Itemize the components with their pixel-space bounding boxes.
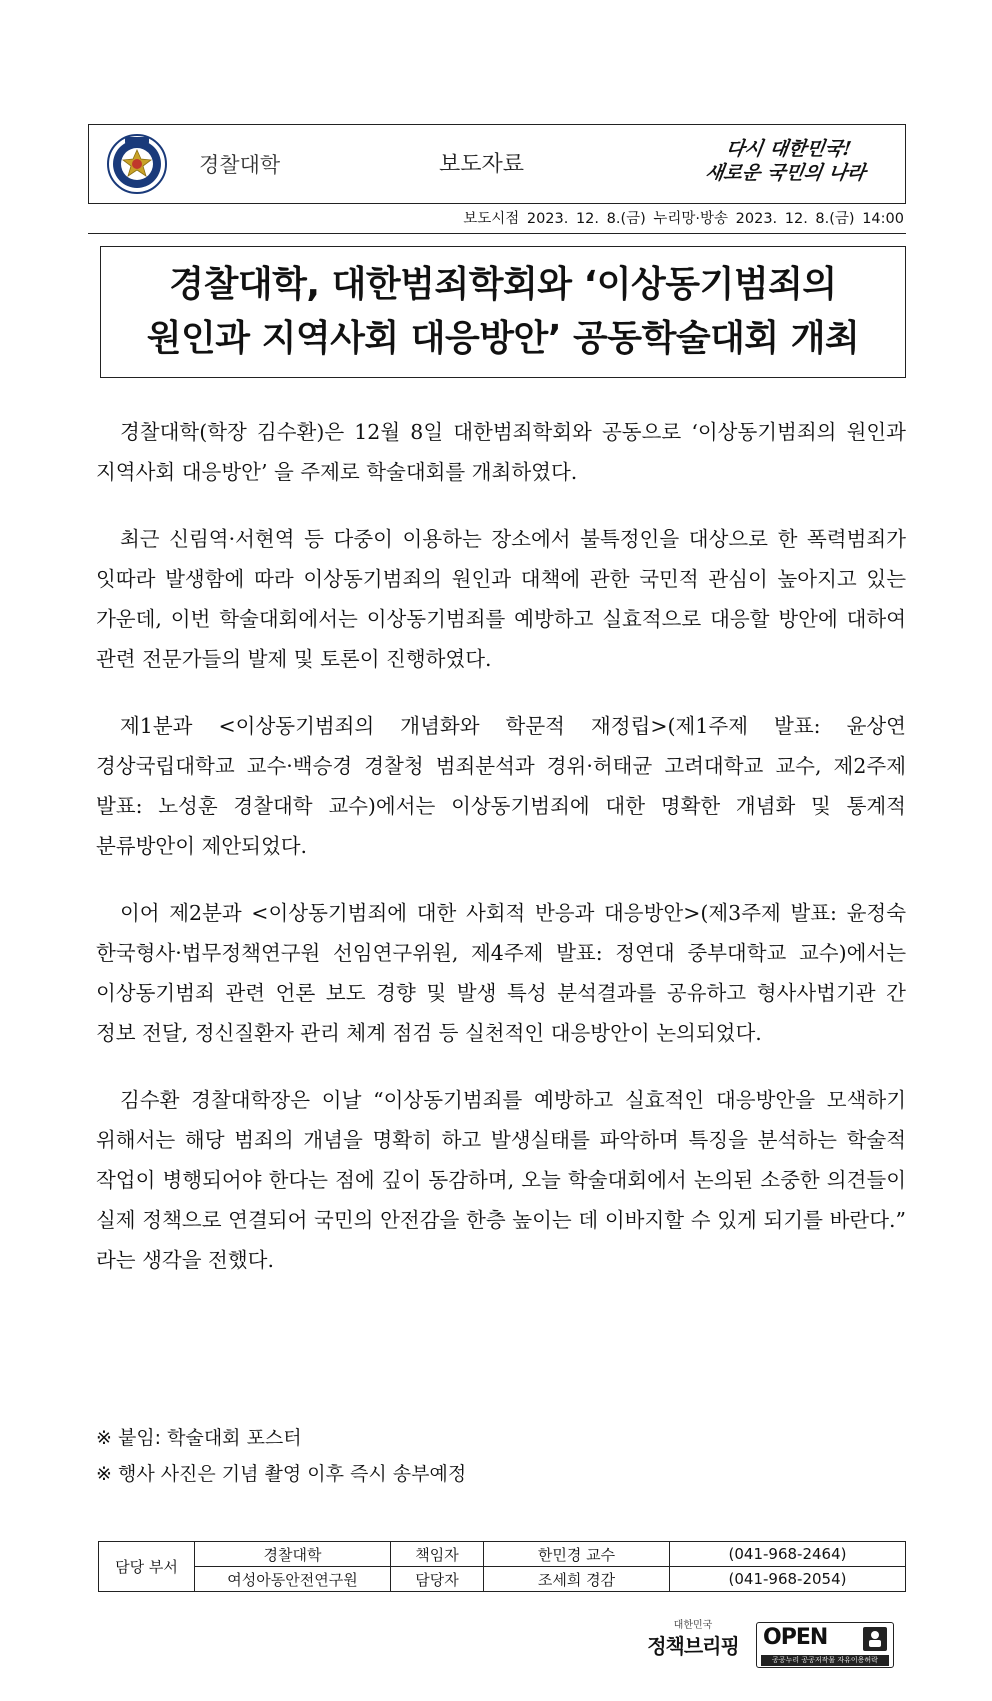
policy-briefing-logo	[638, 1620, 748, 1672]
paragraph: 경찰대학(학장 김수환)은 12월 8일 대한범죄학회와 공동으로 ‘이상동기범죄의 원인과 지역사회 대응방안’ 을 주제로 학술대회를 개최하였다.	[96, 420, 906, 484]
name-cell: 조세희 경감	[484, 1567, 670, 1592]
paragraph: 제1분과 <이상동기범죄의 개념화와 학문적 재정립>(제1주제 발표: 윤상연 경상국립대학교 교수·백승경 경찰청 범죄분석과 경위·허태균 고려대학교 교수, 제2주제 발표: 노성훈 경찰대학 교수)에서는 이상동기범죄에 대한 명확한 개념화 및 통계적 분류방안이 제안되었다.	[96, 714, 906, 858]
policy-logo-text: 정책브리핑	[647, 1634, 739, 1658]
doc-type-label: 보도자료	[439, 152, 525, 177]
role-cell: 담당자	[391, 1567, 484, 1592]
dept-name-cell: 여성아동안전연구원	[195, 1567, 391, 1592]
slogan-line1: 다시 대한민국!	[724, 138, 853, 160]
headline-line2: 원인과 지역사회 대응방안’ 공동학술대회 개최	[146, 318, 860, 359]
headline-line1: 경찰대학, 대한범죄학회와 ‘이상동기범죄의	[169, 264, 837, 305]
table-row	[99, 1567, 906, 1592]
role-cell: 책임자	[391, 1542, 484, 1567]
headline-box	[100, 246, 906, 378]
open-logo-subtext: 공공누리 공공저작물 자유이용허락	[761, 1655, 889, 1666]
slogan-line2: 새로운 국민의 나라	[703, 162, 867, 184]
policy-logo-small-text: 대한민국	[673, 1620, 713, 1631]
note-item: ※ 행사 사진은 기념 촬영 이후 즉시 송부예정	[96, 1463, 467, 1485]
dept-label-cell: 담당 부서	[99, 1542, 195, 1592]
divider	[88, 233, 906, 234]
contact-table	[98, 1541, 906, 1592]
police-university-emblem-icon	[107, 133, 167, 195]
paragraph: 최근 신림역·서현역 등 다중이 이용하는 장소에서 불특정인을 대상으로 한 폭력범죄가 잇따라 발생함에 따라 이상동기범죄의 원인과 대책에 관한 국민적 관심이 높아지고 있는 가운데, 이번 학술대회에서는 이상동기범죄를 예방하고 실효적으로 대응할 방안에 대하여 관련 전문가들의 발제 및 토론이 진행하였다.	[96, 527, 906, 671]
release-time: 보도시점 2023. 12. 8.(금) 누리망·방송 2023. 12. 8.(금) 14:00	[463, 211, 904, 227]
name-cell: 한민경 교수	[484, 1542, 670, 1567]
note-item: ※ 붙임: 학술대회 포스터	[96, 1427, 302, 1449]
phone-cell: (041-968-2464)	[670, 1542, 906, 1567]
dept-name-cell: 경찰대학	[195, 1542, 391, 1567]
open-logo-text: OPEN	[763, 1625, 828, 1650]
org-name: 경찰대학	[199, 153, 281, 177]
kogl-open-logo	[756, 1622, 894, 1668]
article-body	[96, 412, 906, 1307]
table-row	[99, 1542, 906, 1567]
phone-cell: (041-968-2054)	[670, 1567, 906, 1592]
paragraph: 이어 제2분과 <이상동기범죄에 대한 사회적 반응과 대응방안>(제3주제 발표: 윤정숙 한국형사·법무정책연구원 선임연구위원, 제4주제 발표: 정연대 중부대학교 교수)에서는 이상동기범죄 관련 언론 보도 경향 및 발생 특성 분석결과를 공유하고 형사사법기관 간 정보 전달, 정신질환자 관리 체계 점검 등 실천적인 대응방안이 논의되었다.	[96, 901, 906, 1045]
header-box	[88, 124, 906, 204]
slogan	[684, 137, 891, 185]
attribution-person-icon	[863, 1627, 887, 1651]
attachment-notes	[96, 1420, 466, 1492]
paragraph: 김수환 경찰대학장은 이날 “이상동기범죄를 예방하고 실효적인 대응방안을 모색하기 위해서는 해당 범죄의 개념을 명확히 하고 발생실태를 파악하며 특징을 분석하는 학술적 작업이 병행되어야 한다는 점에 깊이 동감하며, 오늘 학술대회에서 논의된 소중한 의견들이 실제 정책으로 연결되어 국민의 안전감을 한층 높이는 데 이바지할 수 있게 되기를 바란다.” 라는 생각을 전했다.	[96, 1088, 906, 1272]
